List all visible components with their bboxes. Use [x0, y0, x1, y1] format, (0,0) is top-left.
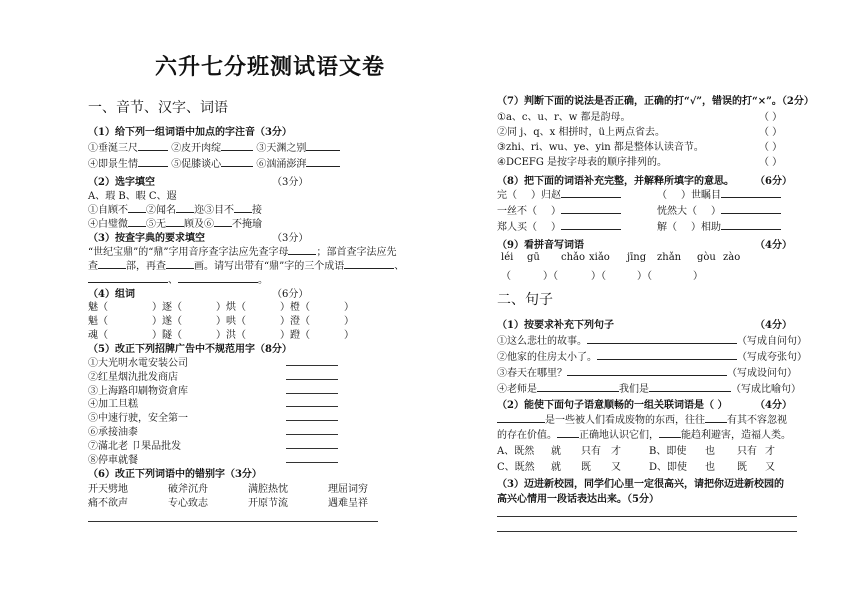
q5-item: ⑧停車就餐 — [88, 454, 138, 466]
q7-statement: ④DCEFG 是按字母表的顺序排列的。 — [497, 157, 668, 168]
answer-blank[interactable] — [567, 366, 727, 376]
q1-word: ③天渊之别 — [256, 143, 307, 154]
answer-blank[interactable] — [288, 245, 316, 255]
answer-blank[interactable] — [344, 259, 394, 269]
pinyin-syllable: léi — [501, 252, 514, 263]
q9-paren[interactable]: ） — [693, 271, 703, 282]
q6-word: 满腔热忱 — [248, 484, 288, 495]
answer-blank[interactable] — [286, 448, 338, 449]
q3-text: 部，再查 — [126, 261, 166, 272]
s2-option-word: 才 — [611, 446, 621, 457]
s2-option-word: A、既然 — [497, 446, 535, 457]
s1-item4 — [497, 380, 801, 395]
s2-option-word: 又 — [611, 462, 621, 473]
q2-text: 接 — [252, 205, 262, 216]
answer-blank[interactable] — [98, 259, 126, 269]
q3-text: 、 — [168, 275, 178, 286]
s1-hint: （写成比喻句） — [731, 384, 801, 395]
s2-line1 — [497, 411, 787, 426]
q3-heading: （3）按查字典的要求填空 — [88, 233, 205, 244]
answer-blank[interactable] — [138, 141, 168, 151]
s1-item3 — [497, 364, 797, 379]
answer-blank[interactable] — [166, 217, 184, 227]
q8-heading: （8）把下面的词语补充完整，并解释所填字的意思。 — [497, 176, 734, 187]
q8-text: ）归赵 — [531, 190, 561, 201]
q2-text: 不掩瑜 — [232, 219, 262, 230]
q8-row-right — [657, 186, 781, 201]
q4-cell: 魂（ — [88, 330, 108, 341]
s2-option-word: 就 — [551, 446, 561, 457]
q2-text: ②闻名 — [146, 205, 176, 216]
q8-text: ） — [551, 206, 561, 217]
s2-text: 是一些被人们看成废物的东西，往往 — [545, 415, 705, 426]
q8-text: 一丝不（ — [497, 206, 537, 217]
q6-word: 痛不欲声 — [88, 498, 128, 509]
q8-text: （ — [657, 190, 667, 201]
answer-blank[interactable] — [286, 393, 338, 394]
s2-option-word: 也 — [705, 462, 715, 473]
answer-blank[interactable] — [221, 157, 253, 167]
answer-blank[interactable] — [221, 141, 253, 151]
s2-option-word: 既 — [581, 462, 591, 473]
q4-cell: ） — [344, 316, 354, 327]
answer-blank[interactable] — [286, 406, 338, 407]
answer-blank[interactable] — [286, 462, 338, 463]
answer-blank[interactable] — [561, 204, 621, 214]
answer-blank[interactable] — [166, 259, 194, 269]
q3-text: 查 — [88, 261, 98, 272]
q5-item: ⑥承接油桼 — [88, 427, 138, 438]
answer-blank[interactable] — [286, 420, 338, 421]
s1-text: ①这么悲壮的故事。 — [497, 336, 587, 347]
q9-paren: （ — [501, 271, 511, 282]
q9-paren[interactable]: ）（ — [591, 271, 606, 282]
answer-blank[interactable] — [649, 382, 731, 392]
s2-text: 正确地认识它们， — [579, 430, 659, 441]
q8-row — [497, 202, 621, 217]
q2-options: A、瑕 B、暇 C、遐 — [88, 191, 177, 202]
answer-blank[interactable] — [286, 365, 338, 366]
s2-option-word: 就 — [551, 462, 561, 473]
q8-text: ）相助 — [691, 222, 721, 233]
q2-line1 — [88, 201, 262, 216]
pinyin-syllable: chǎo — [561, 252, 586, 263]
s2-heading: （2）能使下面句子语意顺畅的一组关联词语是（ ） — [497, 400, 728, 411]
q2-text: ⑤无 — [146, 219, 166, 230]
q2-text: ①自顾不 — [88, 205, 128, 216]
q1-word: ②皮开肉绽 — [171, 143, 222, 154]
s1-item2 — [497, 348, 807, 363]
q1-line1 — [88, 139, 340, 154]
answer-blank[interactable] — [721, 220, 781, 230]
s1-hint: （写成自问句） — [737, 336, 807, 347]
s2-option-word: 只有 — [737, 446, 757, 457]
q4-cell: ）洪（ — [216, 330, 246, 341]
s2-option-word: B、即使 — [649, 446, 687, 457]
s2-text: 能趋利避害，造福人类。 — [681, 430, 791, 441]
answer-blank[interactable] — [306, 157, 340, 167]
answer-blank[interactable] — [497, 413, 545, 423]
s3-line1: （3）迈进新校园，同学们心里一定很高兴，请把你迈进新校园的 — [497, 479, 784, 490]
q2-heading: （2）选字填空 — [88, 177, 155, 188]
pinyin-syllable: zào — [723, 252, 741, 263]
q8-text: 解（ — [657, 222, 677, 233]
q8-text: 完（ — [497, 190, 517, 201]
s3-answer-line[interactable] — [497, 516, 797, 517]
s2-option-word: C、既然 — [497, 462, 535, 473]
q3-line3 — [88, 271, 268, 286]
s2-option-word: D、即使 — [649, 462, 688, 473]
q7-statement: ②同 j、q、x 相拼时，ü上两点省去。 — [497, 127, 665, 138]
q4-cell: ）逐（ — [152, 302, 182, 313]
q3-line1 — [88, 243, 396, 258]
q1-word: ④即景生情 — [88, 159, 138, 170]
q7-answer-paren[interactable]: （ ） — [759, 157, 783, 168]
q7-answer-paren[interactable]: （ ） — [759, 142, 783, 153]
q1-line2 — [88, 155, 340, 170]
s1-heading: （1）按要求补充下列句子 — [497, 320, 614, 331]
page-title: 六升七分班测试语文卷 — [155, 55, 386, 80]
q2-line2 — [88, 215, 262, 230]
q5-item: ③上海路印刷物资倉库 — [88, 385, 188, 397]
q2-text: 顾及⑥ — [184, 219, 214, 230]
q9-heading: （9）看拼音写词语 — [497, 240, 584, 251]
q2-text: ④白璧微 — [88, 219, 128, 230]
s2-option-word: 又 — [765, 462, 775, 473]
q4-points: （6分） — [272, 289, 309, 300]
q4-cell: ） — [344, 330, 354, 341]
q8-row-right — [657, 218, 781, 233]
q7-heading: （7）判断下面的说法是否正确，正确的打“√”，错误的打“×”。（2分） — [497, 96, 814, 107]
pinyin-syllable: gòu — [697, 252, 716, 263]
answer-blank[interactable] — [557, 428, 579, 438]
q5-item: ⑤中速行驶，安全第一 — [88, 413, 188, 425]
q6-word: 开原节流 — [248, 498, 288, 509]
q1-word: ①垂涎三尺 — [88, 143, 138, 154]
s3-answer-line[interactable] — [497, 531, 797, 532]
s1-points: （4分） — [755, 320, 792, 331]
answer-blank[interactable] — [705, 413, 727, 423]
s1-text: 我们是 — [619, 384, 649, 395]
s2-text: 的存在价值。 — [497, 430, 557, 441]
pinyin-syllable: xiǎo — [589, 252, 610, 263]
q7-answer-paren[interactable]: （ ） — [759, 112, 783, 123]
section-2-heading: 二、句子 — [497, 292, 553, 308]
q4-cell: ） — [344, 302, 354, 313]
pinyin-syllable: gū — [527, 252, 540, 263]
q4-cell: ）澄（ — [280, 316, 310, 327]
s1-text: ③春天在哪里？ — [497, 368, 567, 379]
pinyin-syllable: zhǎn — [657, 252, 682, 263]
section-1-heading: 一、音节、汉字、词语 — [88, 100, 228, 116]
s1-text: ④老师是 — [497, 384, 537, 395]
answer-blank[interactable] — [306, 141, 340, 151]
q8-text: 恍然大（ — [657, 206, 697, 217]
s2-option-word: 只有 — [581, 446, 601, 457]
q8-text: ）世瞩目 — [681, 190, 721, 201]
answer-blank[interactable] — [537, 382, 619, 392]
q6-word: 遇难呈祥 — [328, 498, 368, 509]
q8-row — [497, 218, 621, 233]
q6-answer-line[interactable] — [88, 521, 378, 522]
s1-item1 — [497, 332, 807, 347]
q6-word: 专心致志 — [168, 498, 208, 509]
answer-blank[interactable] — [561, 188, 621, 198]
q1-word: ⑥汹涌澎湃 — [256, 159, 307, 170]
s1-text: ②他家的住房太小了。 — [497, 352, 597, 363]
q5-item: ④加工旦糕 — [88, 399, 138, 411]
q1-word: ⑤促膝谈心 — [171, 159, 222, 170]
q4-cell: ）遂（ — [152, 316, 182, 327]
q9-paren[interactable]: ）（ — [543, 271, 558, 282]
q8-row — [497, 186, 621, 201]
q8-text: ） — [711, 206, 721, 217]
answer-blank[interactable] — [176, 203, 194, 213]
q6-word: 破斧沉舟 — [168, 484, 208, 495]
q7-answer-paren[interactable]: （ ） — [759, 127, 783, 138]
q4-cell: ）橙（ — [280, 302, 310, 313]
s2-text: 有其不容忽视 — [727, 415, 787, 426]
answer-blank[interactable] — [659, 428, 681, 438]
q3-line2 — [88, 257, 404, 272]
answer-blank[interactable] — [286, 379, 338, 380]
q5-heading: （5）改正下列招牌广告中不规范用字（8分） — [88, 344, 292, 355]
q4-cell: ）哄（ — [216, 316, 246, 327]
answer-blank[interactable] — [561, 220, 621, 230]
q4-cell: ）蹬（ — [280, 330, 310, 341]
answer-blank[interactable] — [214, 217, 232, 227]
q7-statement: ③zhi、ri、wu、ye、yin 都是整体认读音节。 — [497, 142, 704, 153]
s2-line2 — [497, 426, 791, 441]
q3-text: 、 — [394, 261, 405, 272]
q8-text: 郑人买（ — [497, 222, 537, 233]
pinyin-syllable: jīng — [627, 252, 647, 263]
answer-blank[interactable] — [286, 434, 338, 435]
q8-row-right — [657, 202, 781, 217]
answer-blank[interactable] — [138, 157, 168, 167]
q4-cell: 魅（ — [88, 302, 108, 313]
q6-heading: （6）改正下列词语中的错别字（3分） — [88, 469, 262, 480]
q4-cell: ）烘（ — [216, 302, 246, 313]
answer-blank[interactable] — [587, 334, 737, 344]
answer-blank[interactable] — [597, 350, 737, 360]
q4-heading: （4）组词 — [88, 289, 135, 300]
q2-text: 迩③目不 — [194, 205, 234, 216]
answer-blank[interactable] — [178, 273, 258, 283]
q3-text: 画。请写出带有“鼎”字的三个成语 — [194, 261, 345, 272]
q9-paren[interactable]: ）（ — [637, 271, 652, 282]
answer-blank[interactable] — [128, 203, 146, 213]
q5-item: ①大光明水電安装公司 — [88, 358, 188, 369]
q8-text: ） — [551, 222, 561, 233]
q5-item: ②红星烟氿批发商店 — [88, 371, 178, 383]
q5-item: ⑦滿北老 卩果品批发 — [88, 440, 182, 452]
q4-cell: ）隧（ — [152, 330, 182, 341]
q7-statement: ①a、c、u、r、w 都是韵母。 — [497, 112, 631, 123]
q3-text: “世纪宝鼎”的“鼎”字用音序查字法应先查字母 — [88, 247, 289, 258]
q6-word: 理屈词穷 — [328, 484, 368, 495]
q9-points: （4分） — [755, 240, 792, 251]
s1-hint: （写成设问句） — [727, 368, 797, 379]
s2-points: （4分） — [755, 400, 792, 411]
s1-hint: （写成夸张句） — [737, 352, 807, 363]
answer-blank[interactable] — [721, 204, 781, 214]
s2-option-word: 才 — [765, 446, 775, 457]
q8-points: （6分） — [755, 176, 792, 187]
q3-text: ；部首查字法应先 — [316, 247, 397, 258]
answer-blank[interactable] — [721, 188, 781, 198]
answer-blank[interactable] — [234, 203, 252, 213]
s2-option-word: 也 — [705, 446, 715, 457]
s2-option-word: 既 — [737, 462, 747, 473]
q1-heading: （1）给下列一组词语中加点的字注音（3分） — [88, 127, 292, 138]
s3-line2: 高兴心情用一段话表达出来。（5分） — [497, 494, 659, 505]
q2-points: （3分） — [272, 177, 309, 188]
answer-blank[interactable] — [128, 217, 146, 227]
q4-cell: 魁（ — [88, 316, 108, 327]
q3-text: 。 — [258, 275, 268, 286]
q6-word: 开天劈地 — [88, 484, 128, 495]
q3-points: （3分） — [272, 233, 309, 244]
answer-blank[interactable] — [88, 273, 168, 283]
